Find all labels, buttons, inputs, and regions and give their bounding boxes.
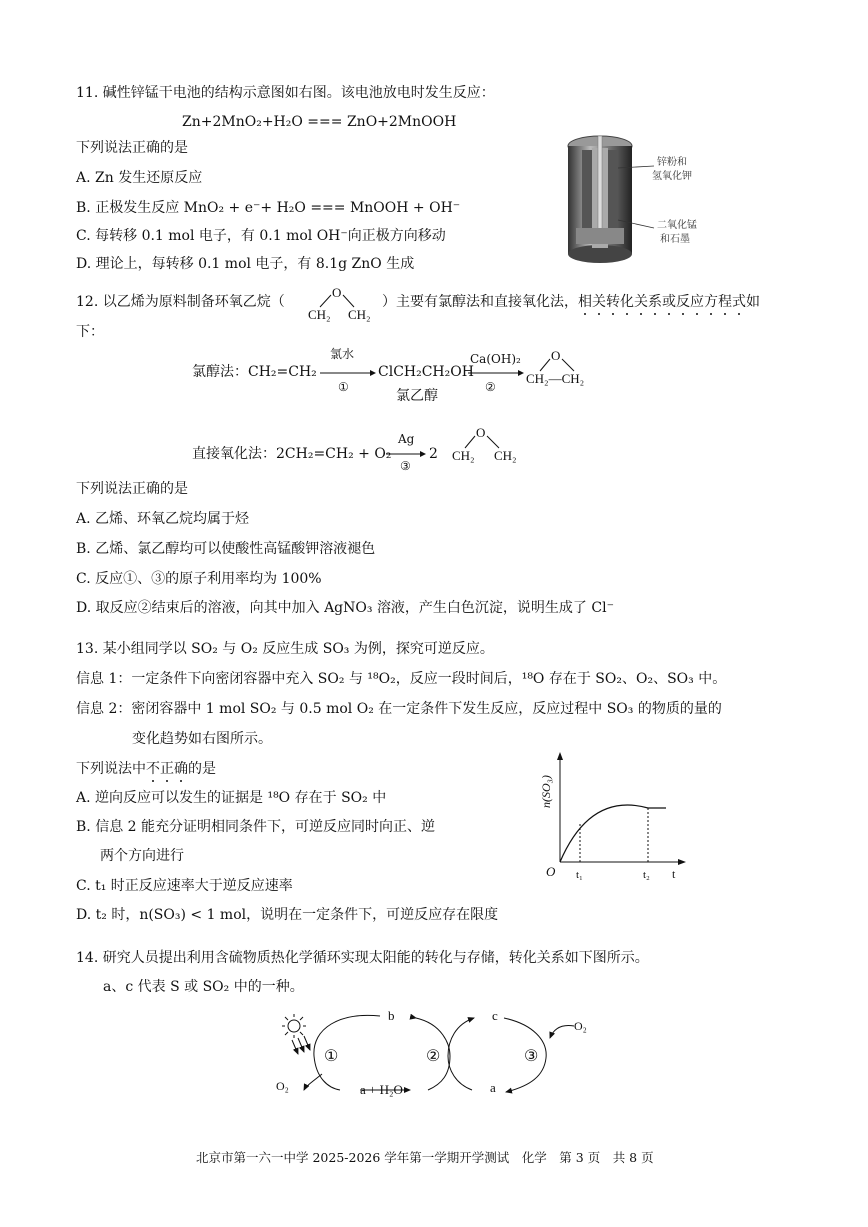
q12-arrow3 (386, 451, 426, 457)
q12-option-c: C. 反应①、③的原子利用率均为 100% (76, 571, 322, 587)
cycle-b: b (388, 1008, 395, 1023)
q12-option-b: B. 乙烯、氯乙醇均可以使酸性高锰酸钾溶液褪色 (76, 541, 376, 557)
sun-icon (282, 1014, 306, 1038)
battery-label-2: 氢氧化钾 (652, 171, 692, 182)
q13-prompt-emphasis (146, 761, 188, 777)
q12-stem-epoxide-structure (300, 283, 380, 323)
q12-option-a: A. 乙烯、环氧乙烷均属于烃 (76, 511, 250, 527)
q11-prompt: 下列说法正确的是 (76, 140, 188, 156)
epoxide-o: O (551, 348, 561, 363)
q12-option-d: D. 取反应②结束后的溶液，向其中加入 AgNO₃ 溶液，产生白色沉淀，说明生成了 Cl⁻ (76, 600, 614, 616)
graph-ylabel: n(SO₃) (539, 775, 553, 808)
epoxide-o: O (332, 285, 342, 300)
emphasis-char: 确 (174, 761, 188, 777)
battery-structure-figure (562, 128, 712, 268)
q14-stem: 14. 研究人员提出利用含硫物质热化学循环实现太阳能的转化与存储，转化关系如下图所示。 (76, 950, 649, 966)
epoxide-ch2-right: CH₂ (494, 448, 517, 463)
q13-prompt-b: 的是 (188, 761, 216, 777)
epoxide-ch2-left: CH₂ (452, 448, 475, 463)
graph-t2: t₂ (643, 869, 650, 881)
emphasis-char: 相 (578, 294, 592, 310)
q14-stem-cont: a、c 代表 S 或 SO₂ 中的一种。 (103, 979, 304, 995)
q13-info2: 信息 2：密闭容器中 1 mol SO₂ 与 0.5 mol O₂ 在一定条件下发生反应，反应过程中 SO₃ 的物质的量的 (76, 701, 722, 717)
q12-stem-a: 12. 以乙烯为原料制备环氧乙烷（ (76, 294, 285, 310)
q11-option-a: A. Zn 发生还原反应 (76, 170, 203, 186)
cycle-c: c (492, 1008, 498, 1023)
emphasis-char: 系 (648, 294, 662, 310)
page-footer: 北京市第一六一中学 2025-2026 学年第一学期开学测试 化学 第 3 页 共 8 页 (196, 1150, 654, 1165)
q13-option-b-cont: 两个方向进行 (100, 848, 184, 864)
q11-equation: Zn+2MnO₂+H₂O === ZnO+2MnOOH (182, 114, 457, 130)
q13-info1: 信息 1：一定条件下向密闭容器中充入 SO₂ 与 ¹⁸O₂，反应一段时间后，¹⁸O 存在于 SO₂、O₂、SO₃ 中。 (76, 671, 727, 687)
q11-option-c: C. 每转移 0.1 mol 电子，有 0.1 mol OH⁻向正极方向移动 (76, 228, 446, 244)
emphasis-char: 反 (676, 294, 690, 310)
emphasis-char: 或 (662, 294, 676, 310)
q12-step2: ② (485, 380, 496, 394)
battery-label-4: 和石墨 (660, 234, 690, 245)
cycle-step2: ② (426, 1048, 441, 1065)
graph-xlabel: t (672, 867, 676, 881)
q12-prompt: 下列说法正确的是 (76, 481, 188, 497)
q13-option-a: A. 逆向反应可以发生的证据是 ¹⁸O 存在于 SO₂ 中 (76, 790, 387, 806)
q13-prompt-a: 下列说法中 (76, 761, 146, 777)
q12-intermediate: ClCH₂CH₂OH (378, 364, 474, 380)
q12-reagent2: Ca(OH)₂ (470, 352, 521, 366)
q11-stem: 11. 碱性锌锰干电池的结构示意图如右图。该电池放电时发生反应： (76, 85, 495, 101)
q13-prompt (76, 762, 216, 776)
q12-method1: 氯醇法：CH₂=CH₂ (192, 364, 317, 380)
q12-stem-emphasis (578, 294, 746, 310)
emphasis-char: 关 (592, 294, 606, 310)
emphasis-char: 化 (620, 294, 634, 310)
emphasis-char: 式 (732, 294, 746, 310)
q11-option-b: B. 正极发生反应 MnO₂ + e⁻+ H₂O === MnOOH + OH⁻ (76, 200, 461, 216)
q12-epoxide-product2 (444, 423, 524, 465)
q13-option-c: C. t₁ 时正反应速率大于逆反应速率 (76, 878, 293, 894)
q12-stem-b (382, 295, 760, 309)
emphasis-char: 应 (690, 294, 704, 310)
cycle-a: a (490, 1080, 496, 1095)
q13-so3-graph (530, 752, 690, 882)
q12-arrow1 (320, 370, 376, 376)
q14-cycle-diagram (270, 1004, 610, 1108)
emphasis-char: 转 (606, 294, 620, 310)
epoxide-o: O (476, 425, 486, 440)
graph-t1: t₁ (576, 869, 583, 881)
epoxide-ring-bond: CH₂—CH₂ (526, 371, 585, 386)
q13-stem: 13. 某小组同学以 SO₂ 与 O₂ 反应生成 SO₃ 为例，探究可逆反应。 (76, 641, 494, 657)
q12-stem-b-text: ）主要有氯醇法和直接氧化法， (382, 294, 578, 310)
emphasis-char: 程 (718, 294, 732, 310)
q12-reagent3: Ag (398, 432, 415, 446)
battery-label-1: 锌粉和 (657, 157, 687, 168)
battery-label-3: 二氧化锰 (657, 220, 697, 231)
emphasis-char: 正 (160, 761, 174, 777)
q12-stem-c: 如 (746, 294, 760, 310)
q12-step3: ③ (400, 459, 411, 473)
q12-method2: 直接氧化法：2CH₂=CH₂ + O₂ (192, 446, 392, 462)
q13-info2-cont: 变化趋势如右图所示。 (132, 731, 272, 747)
q12-arrow2 (468, 370, 524, 376)
q11-option-d: D. 理论上，每转移 0.1 mol 电子，有 8.1g ZnO 生成 (76, 256, 415, 272)
cycle-step1: ① (324, 1048, 339, 1065)
q12-stem-cont: 下： (76, 324, 104, 340)
epoxide-ch2-right: CH₂ (348, 307, 371, 322)
emphasis-char: 关 (634, 294, 648, 310)
graph-origin: O (546, 864, 556, 879)
emphasis-char: 方 (704, 294, 718, 310)
q12-step1: ① (338, 380, 349, 394)
cycle-o2-right: O₂ (574, 1019, 587, 1033)
q12-coef: 2 (429, 446, 438, 462)
q12-epoxide-product1 (520, 346, 600, 386)
q12-intermediate-name: 氯乙醇 (396, 388, 438, 404)
cycle-o2-left: O₂ (276, 1079, 289, 1093)
q13-option-d: D. t₂ 时，n(SO₃) < 1 mol，说明在一定条件下，可逆反应存在限度 (76, 907, 499, 923)
cycle-a-h2o: a + H₂O (360, 1082, 403, 1097)
emphasis-char: 不 (146, 761, 160, 777)
cycle-step3: ③ (524, 1048, 539, 1065)
q12-reagent1: 氯水 (330, 347, 355, 361)
epoxide-ch2-left: CH₂ (308, 307, 331, 322)
q13-option-b: B. 信息 2 能充分证明相同条件下，可逆反应同时向正、逆 (76, 819, 435, 835)
